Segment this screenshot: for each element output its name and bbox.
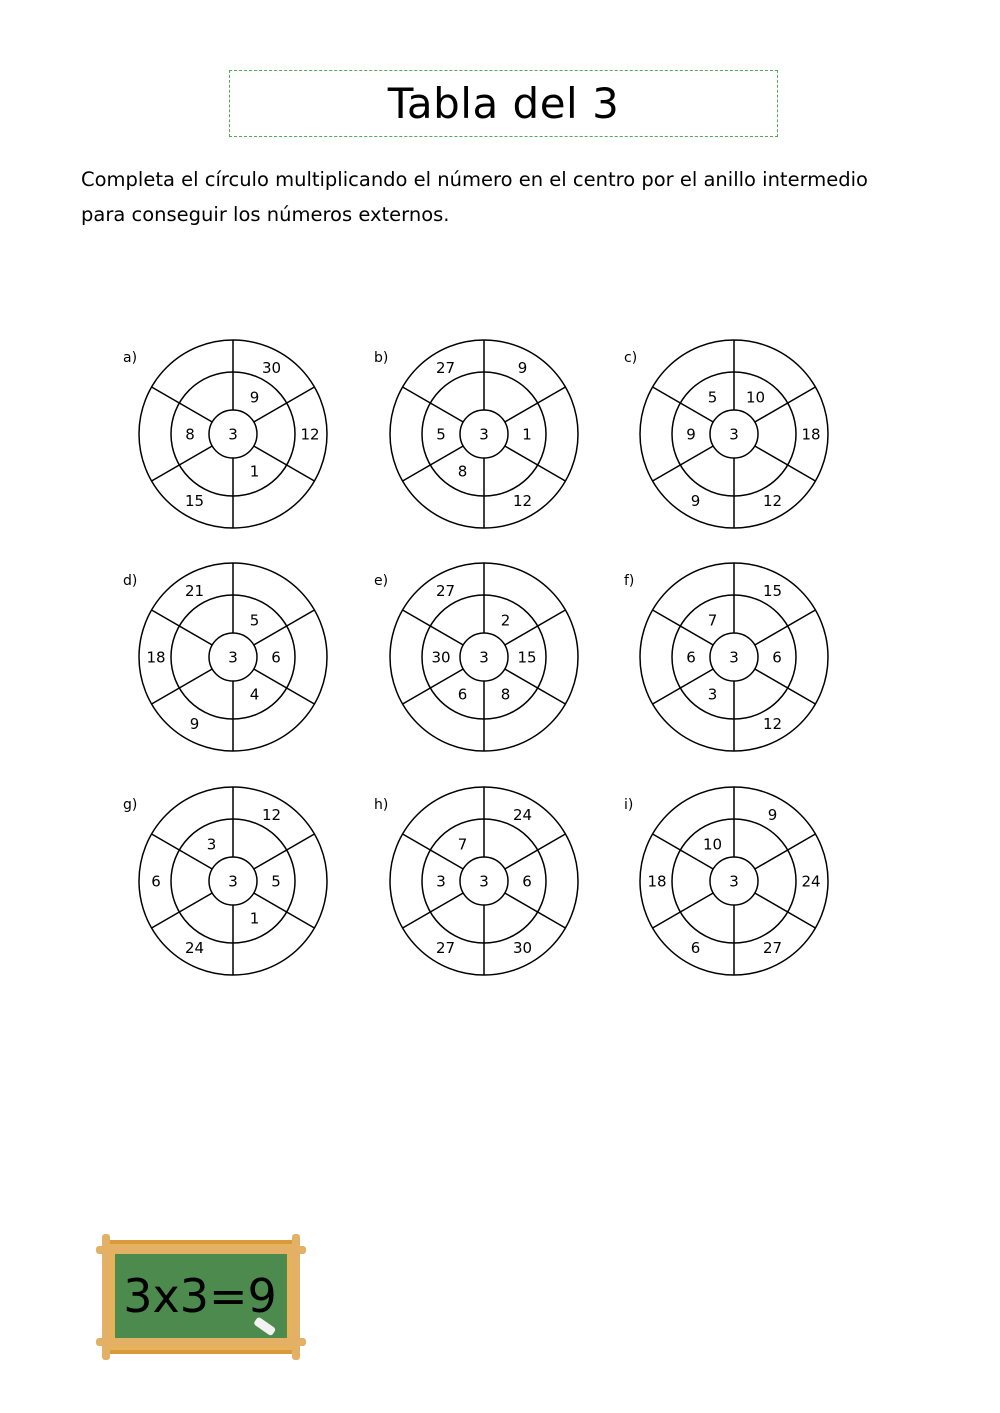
middle-ring-number: 3 [436, 872, 446, 891]
wheel-label: b) [374, 350, 389, 366]
wheel-spoke [653, 669, 714, 704]
wheel-center-number: 3 [729, 648, 739, 667]
middle-ring-number: 1 [249, 909, 260, 928]
middle-ring-number: 2 [500, 611, 511, 630]
wheel-label: c) [624, 350, 638, 366]
wheel-spoke [403, 387, 464, 422]
wheel-spoke [755, 669, 816, 704]
wheel-spoke [403, 834, 464, 869]
instructions: Completa el círculo multiplicando el número en el centro por el anillo intermedio para conseguir los números externos. [81, 168, 868, 226]
wheel-b [374, 340, 578, 528]
wheel-spoke [755, 834, 816, 869]
wheel-spoke [152, 669, 213, 704]
outer-ring-number: 6 [151, 872, 161, 891]
wheel-spoke [152, 387, 213, 422]
wheel-spoke [505, 610, 566, 645]
wheel-spoke [152, 834, 213, 869]
wheel-spoke [653, 893, 714, 928]
chalkboard-text: 3x3=9 [123, 1269, 277, 1323]
outer-ring-number: 18 [801, 425, 821, 444]
wheel-spoke [254, 834, 315, 869]
outer-ring-number: 27 [435, 581, 456, 600]
wheel-label: g) [123, 797, 138, 813]
wheel-spoke [653, 446, 714, 481]
wheel-center-number: 3 [729, 425, 739, 444]
outer-ring-number: 9 [767, 805, 778, 824]
wheel-spoke [152, 610, 213, 645]
wheel-spoke [254, 387, 315, 422]
outer-ring-number: 18 [146, 648, 166, 667]
outer-ring-number: 30 [261, 358, 282, 377]
wheel-spoke [755, 893, 816, 928]
middle-ring-number: 1 [522, 425, 532, 444]
outer-ring-number: 21 [184, 581, 205, 600]
middle-ring-number: 15 [517, 648, 537, 667]
outer-ring-number: 12 [762, 715, 783, 734]
wheel-spoke [152, 446, 213, 481]
wheel-label: f) [624, 573, 635, 589]
middle-ring-number: 3 [206, 835, 217, 854]
wheel-f [624, 563, 828, 751]
middle-ring-number: 7 [457, 835, 468, 854]
wheel-g [123, 787, 327, 975]
outer-ring-number: 12 [762, 492, 783, 511]
middle-ring-number: 5 [271, 872, 281, 891]
outer-ring-number: 15 [184, 492, 205, 511]
wheel-center-number: 3 [729, 872, 739, 891]
wheel-spoke [653, 387, 714, 422]
middle-ring-number: 8 [500, 685, 511, 704]
middle-ring-number: 9 [686, 425, 696, 444]
wheel-center-number: 3 [479, 425, 489, 444]
wheel-center-number: 3 [228, 648, 238, 667]
middle-ring-number: 3 [707, 685, 718, 704]
wheel-center-number: 3 [479, 872, 489, 891]
middle-ring-number: 5 [249, 611, 260, 630]
wheel-spoke [505, 834, 566, 869]
outer-ring-number: 27 [435, 939, 456, 958]
wheel-spoke [755, 446, 816, 481]
middle-ring-number: 8 [185, 425, 195, 444]
middle-ring-number: 6 [457, 685, 468, 704]
wheel-center-number: 3 [479, 648, 489, 667]
wheel-d [123, 563, 327, 751]
wheel-label: i) [624, 797, 634, 813]
outer-ring-number: 24 [801, 872, 821, 891]
page-title: Tabla del 3 [387, 79, 620, 128]
wheel-spoke [152, 893, 213, 928]
wheel-spoke [403, 610, 464, 645]
middle-ring-number: 1 [249, 462, 260, 481]
wheel-label: a) [123, 350, 138, 366]
middle-ring-number: 6 [271, 648, 281, 667]
outer-ring-number: 30 [512, 939, 533, 958]
wheel-spoke [653, 610, 714, 645]
wheel-i [624, 787, 828, 975]
wheel-e [374, 563, 578, 751]
wheel-spoke [755, 610, 816, 645]
wheel-h [374, 787, 578, 975]
wheel-spoke [505, 387, 566, 422]
wheel-spoke [505, 446, 566, 481]
outer-ring-number: 6 [690, 939, 701, 958]
wheel-center-number: 3 [228, 872, 238, 891]
wheel-center-number: 3 [228, 425, 238, 444]
middle-ring-number: 8 [457, 462, 468, 481]
outer-ring-number: 9 [690, 492, 701, 511]
middle-ring-number: 5 [707, 388, 718, 407]
middle-ring-number: 10 [745, 388, 766, 407]
outer-ring-number: 9 [189, 715, 200, 734]
wheel-spoke [254, 669, 315, 704]
outer-ring-number: 18 [647, 872, 667, 891]
middle-ring-number: 9 [249, 388, 260, 407]
wheel-spoke [403, 446, 464, 481]
outer-ring-number: 27 [435, 358, 456, 377]
outer-ring-number: 12 [261, 805, 282, 824]
wheel-c [624, 340, 828, 528]
middle-ring-number: 5 [436, 425, 446, 444]
outer-ring-number: 12 [512, 492, 533, 511]
wheel-label: h) [374, 797, 389, 813]
middle-ring-number: 6 [522, 872, 532, 891]
outer-ring-number: 24 [184, 939, 205, 958]
wheel-spoke [505, 669, 566, 704]
wheel-spoke [403, 669, 464, 704]
wheel-spoke [254, 446, 315, 481]
middle-ring-number: 6 [686, 648, 696, 667]
middle-ring-number: 10 [702, 835, 723, 854]
wheel-spoke [254, 610, 315, 645]
outer-ring-number: 12 [300, 425, 320, 444]
wheel-label: e) [374, 573, 389, 589]
wheel-spoke [254, 893, 315, 928]
outer-ring-number: 27 [762, 939, 783, 958]
wheel-spoke [403, 893, 464, 928]
outer-ring-number: 15 [762, 581, 783, 600]
middle-ring-number: 30 [431, 648, 451, 667]
outer-ring-number: 9 [517, 358, 528, 377]
wheel-spoke [505, 893, 566, 928]
chalkboard-image [96, 1234, 306, 1360]
outer-ring-number: 24 [512, 805, 533, 824]
wheel-a [123, 340, 327, 528]
wheel-label: d) [123, 573, 138, 589]
middle-ring-number: 6 [772, 648, 782, 667]
middle-ring-number: 7 [707, 611, 718, 630]
middle-ring-number: 4 [249, 685, 260, 704]
